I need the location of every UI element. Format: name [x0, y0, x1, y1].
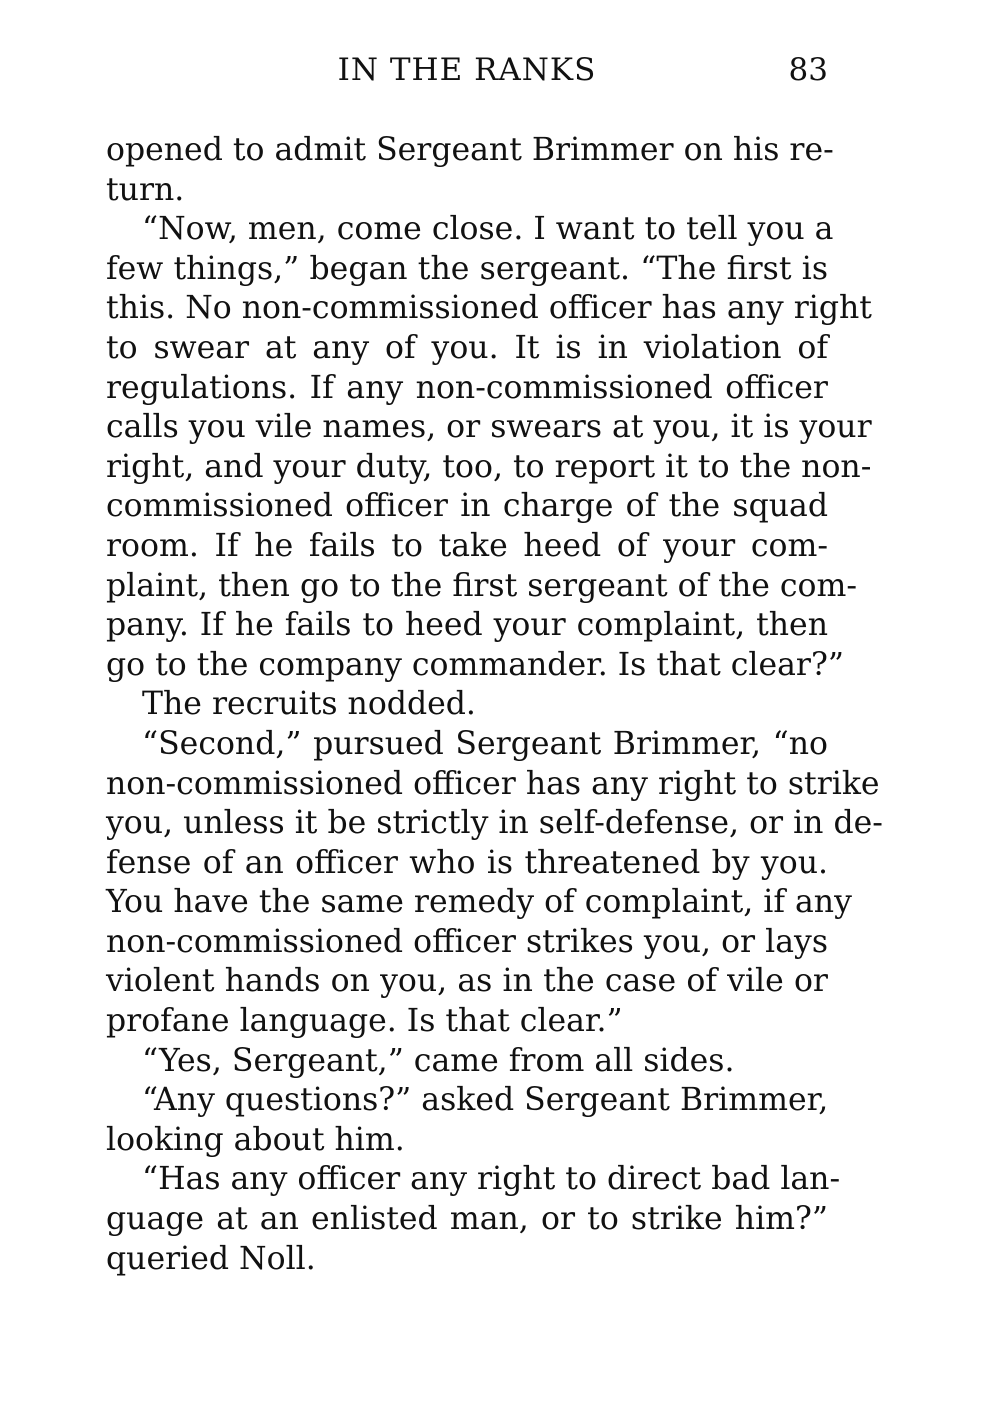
text-line: non-commissioned officer has any right to strike	[106, 765, 880, 802]
text-line: turn.	[106, 171, 185, 208]
page-number: 83	[788, 52, 828, 88]
text-line: The recruits nodded.	[142, 686, 476, 723]
text-line: “Has any officer any right to direct bad lan-	[142, 1161, 841, 1198]
text-line: non-commissioned officer strikes you, or lays	[106, 923, 828, 960]
text-line: “Second,” pursued Sergeant Brimmer, “no	[142, 725, 828, 762]
text-line: queried Noll.	[106, 1240, 316, 1277]
text-line: go to the company commander. Is that clear?”	[106, 646, 844, 683]
text-line: to swear at any of you. It is in violation of	[106, 329, 828, 366]
text-line: fense of an officer who is threatened by you.	[106, 844, 828, 881]
text-line: violent hands on you, as in the case of vile or	[106, 963, 828, 1000]
text-line: “Now, men, come close. I want to tell you a	[142, 211, 834, 248]
text-line: commissioned officer in charge of the squad	[106, 488, 828, 525]
text-line: You have the same remedy of complaint, if any	[106, 884, 852, 921]
page-header	[106, 48, 828, 92]
text-line: calls you vile names, or swears at you, it is your	[106, 409, 872, 446]
text-line: guage at an enlisted man, or to strike him?”	[106, 1201, 828, 1238]
body-text	[106, 131, 883, 1279]
text-line: this. No non-commissioned officer has any right	[106, 290, 872, 327]
text-line: right, and your duty, too, to report it to the non-	[106, 448, 872, 485]
text-line: you, unless it be strictly in self-defense, or in de-	[106, 805, 883, 842]
text-line: opened to admit Sergeant Brimmer on his re-	[106, 132, 834, 168]
text-line: room. If he fails to take heed of your com-	[106, 527, 828, 564]
text-line: regulations. If any non-commissioned officer	[106, 369, 828, 406]
running-title: IN THE RANKS	[337, 52, 597, 88]
text-line: few things,” began the sergeant. “The first is	[106, 250, 828, 287]
text-line: profane language. Is that clear.”	[106, 1003, 623, 1040]
text-line: plaint, then go to the first sergeant of the com-	[106, 567, 858, 604]
text-line: looking about him.	[106, 1121, 405, 1158]
text-line: “Any questions?” asked Sergeant Brimmer,	[142, 1082, 829, 1119]
text-line: “Yes, Sergeant,” came from all sides.	[142, 1042, 735, 1079]
text-line: pany. If he fails to heed your complaint, then	[106, 607, 828, 644]
